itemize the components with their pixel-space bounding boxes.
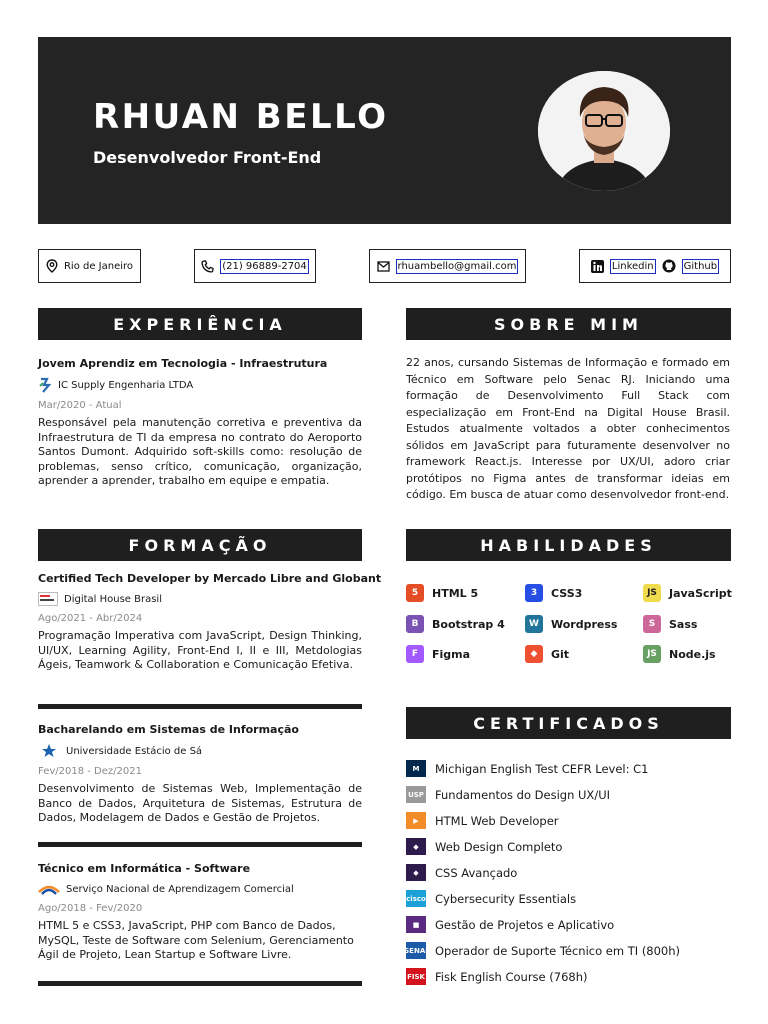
- certificate-label: Cybersecurity Essentials: [435, 891, 577, 906]
- divider: [38, 981, 362, 986]
- bootstrap-icon: B: [406, 615, 424, 633]
- certificate-item: [406, 890, 576, 907]
- certificate-label: HTML Web Developer: [435, 813, 559, 828]
- entry-title: Certified Tech Developer by Mercado Libre and Globant: [38, 572, 382, 585]
- entry-org: [38, 882, 362, 896]
- skill-label: Bootstrap 4: [432, 617, 505, 631]
- certificate-item: [406, 812, 559, 829]
- javascript-icon: JS: [643, 584, 661, 602]
- entry-org-name: Serviço Nacional de Aprendizagem Comercial: [66, 883, 294, 895]
- digital-house-logo-icon: [38, 592, 58, 606]
- location-box: [38, 249, 141, 283]
- email-box: [369, 249, 526, 283]
- mail-icon: [377, 261, 390, 272]
- cisco-icon: cisco: [406, 890, 426, 907]
- origamid-icon-2: ◆: [406, 864, 426, 881]
- skill-item: [525, 615, 617, 633]
- project-icon: ■: [406, 916, 426, 933]
- html5-icon: 5: [406, 584, 424, 602]
- entry-org-name: Digital House Brasil: [64, 593, 162, 605]
- certificate-label: Web Design Completo: [435, 839, 563, 854]
- phone-link[interactable]: (21) 96889-2704: [222, 260, 307, 272]
- skill-item: [643, 645, 716, 663]
- skill-label: HTML 5: [432, 586, 479, 600]
- entry-date: Mar/2020 - Atual: [38, 400, 122, 411]
- sass-icon: S: [643, 615, 661, 633]
- phone-icon: [201, 260, 214, 273]
- certificate-item: [406, 968, 587, 985]
- entry-title: Técnico em Informática - Software: [38, 862, 251, 875]
- divider: [38, 842, 362, 847]
- ic-supply-logo-icon: [38, 377, 52, 393]
- entry-title: Bacharelando em Sistemas de Informação: [38, 723, 299, 736]
- certificate-label: Fundamentos do Design UX/UI: [435, 787, 610, 802]
- git-icon: ◆: [525, 645, 543, 663]
- skill-label: CSS3: [551, 586, 583, 600]
- skill-label: Git: [551, 647, 570, 661]
- entry-org-name: Universidade Estácio de Sá: [66, 745, 203, 757]
- senac-logo-icon: [38, 882, 60, 896]
- skills-heading: HABILIDADES: [406, 529, 731, 561]
- certificate-label: Michigan English Test CEFR Level: C1: [435, 761, 649, 776]
- job-title: Desenvolvedor Front-End: [93, 148, 322, 167]
- github-icon: [662, 259, 676, 273]
- linkedin-icon: [591, 260, 604, 273]
- entry-org: [38, 743, 362, 759]
- estacio-logo-icon: [38, 743, 60, 759]
- linkedin-link[interactable]: Linkedin: [611, 260, 654, 272]
- entry-title: Jovem Aprendiz em Tecnologia - Infraestrutura: [38, 357, 328, 370]
- entry-org: [38, 592, 362, 606]
- entry-description: Desenvolvimento de Sistemas Web, Implementação de Banco de Dados, Arquitetura de Sistemas, Estrutura de Dados, Modelagem de Dados e Gestão de Projetos.: [38, 782, 362, 824]
- certificate-item: [406, 786, 610, 803]
- experience-entry: [38, 357, 362, 489]
- css3-icon: 3: [525, 584, 543, 602]
- certificate-label: Gestão de Projetos e Aplicativo: [435, 917, 615, 932]
- skill-item: [406, 615, 505, 633]
- certificate-item: [406, 864, 517, 881]
- divider: [38, 704, 362, 709]
- skill-label: JavaScript: [669, 586, 732, 600]
- experience-heading: EXPERIÊNCIA: [38, 308, 362, 340]
- origamid-icon-1: ◆: [406, 838, 426, 855]
- certificates-heading: CERTIFICADOS: [406, 707, 731, 739]
- certificate-label: Operador de Suporte Técnico em TI (800h): [435, 943, 681, 958]
- resume-header: [38, 37, 731, 224]
- avatar: [538, 71, 670, 191]
- github-link[interactable]: Github: [683, 260, 718, 272]
- skill-item: [643, 615, 697, 633]
- skill-item: [525, 584, 582, 602]
- email-link[interactable]: rhuambello@gmail.com: [397, 260, 517, 272]
- location-pin-icon: [46, 259, 58, 273]
- wordpress-icon: W: [525, 615, 543, 633]
- phone-box: [194, 249, 316, 283]
- person-name: RHUAN BELLO: [93, 97, 389, 137]
- entry-description: Programação Imperativa com JavaScript, Design Thinking, UI/UX, Learning Agility, Front-End I, II e III, Metdologias Ágeis, Teamwork & Collaboration e Comunicação Efetiva.: [38, 629, 362, 671]
- education-entry: [38, 723, 362, 826]
- skill-item: [406, 584, 478, 602]
- education-entry: [38, 862, 362, 963]
- entry-description: Responsável pela manutenção corretiva e preventiva da Infraestrutura de TI da empresa no contrato do Aeroporto Santos Dumont. Adquirido soft-skills como: resolução de problemas, senso crítico, comunicação, organização, aprender a aprender, trabalho em equipe e empatia.: [38, 416, 362, 487]
- skill-label: Sass: [669, 617, 698, 631]
- entry-date: Ago/2021 - Abr/2024: [38, 613, 143, 624]
- certificate-item: [406, 942, 680, 959]
- skill-item: [525, 645, 569, 663]
- skill-label: Figma: [432, 647, 471, 661]
- certificate-label: CSS Avançado: [435, 865, 518, 880]
- skill-label: Node.js: [669, 647, 716, 661]
- skill-label: Wordpress: [551, 617, 618, 631]
- certificate-item: [406, 760, 649, 777]
- fisk-icon: FISK: [406, 968, 426, 985]
- entry-org: [38, 377, 362, 393]
- about-text: 22 anos, cursando Sistemas de Informação e formado em Técnico em Software pelo Senac RJ. Iniciando uma formação de Desenvolvimento Full Stack com especialização em Front-End na Digital House Brasil. Estudos atualmente voltados a obter conhecimentos sólidos em JavaScript para futuramente desenvolver no framework React.js. Interesse por UX/UI, adoro criar protótipos no Figma antes de transformar ideias em código. Em busca de atuar como desenvolvedor front-end.: [406, 356, 730, 501]
- social-box: [579, 249, 731, 283]
- about-heading: SOBRE MIM: [406, 308, 731, 340]
- entry-date: Ago/2018 - Fev/2020: [38, 903, 143, 914]
- education-entry: [38, 572, 382, 673]
- entry-date: Fev/2018 - Dez/2021: [38, 766, 142, 777]
- education-heading: FORMAÇÃO: [38, 529, 362, 561]
- certificate-item: [406, 916, 614, 933]
- usp-icon: USP: [406, 786, 426, 803]
- senai-icon: SENAI: [406, 942, 426, 959]
- michigan-icon: M: [406, 760, 426, 777]
- skill-item: [643, 584, 732, 602]
- figma-icon: F: [406, 645, 424, 663]
- entry-org-name: IC Supply Engenharia LTDA: [58, 379, 194, 391]
- certificate-item: [406, 838, 562, 855]
- skill-item: [406, 645, 470, 663]
- html-course-icon: ▶: [406, 812, 426, 829]
- nodejs-icon: JS: [643, 645, 661, 663]
- entry-description: HTML 5 e CSS3, JavaScript, PHP com Banco de Dados, MySQL, Teste de Software com Selenium, Gerenciamento Ágil de Projeto, Lean Startup e Software Livre.: [38, 919, 354, 961]
- location-text: Rio de Janeiro: [63, 260, 134, 272]
- certificate-label: Fisk English Course (768h): [435, 969, 588, 984]
